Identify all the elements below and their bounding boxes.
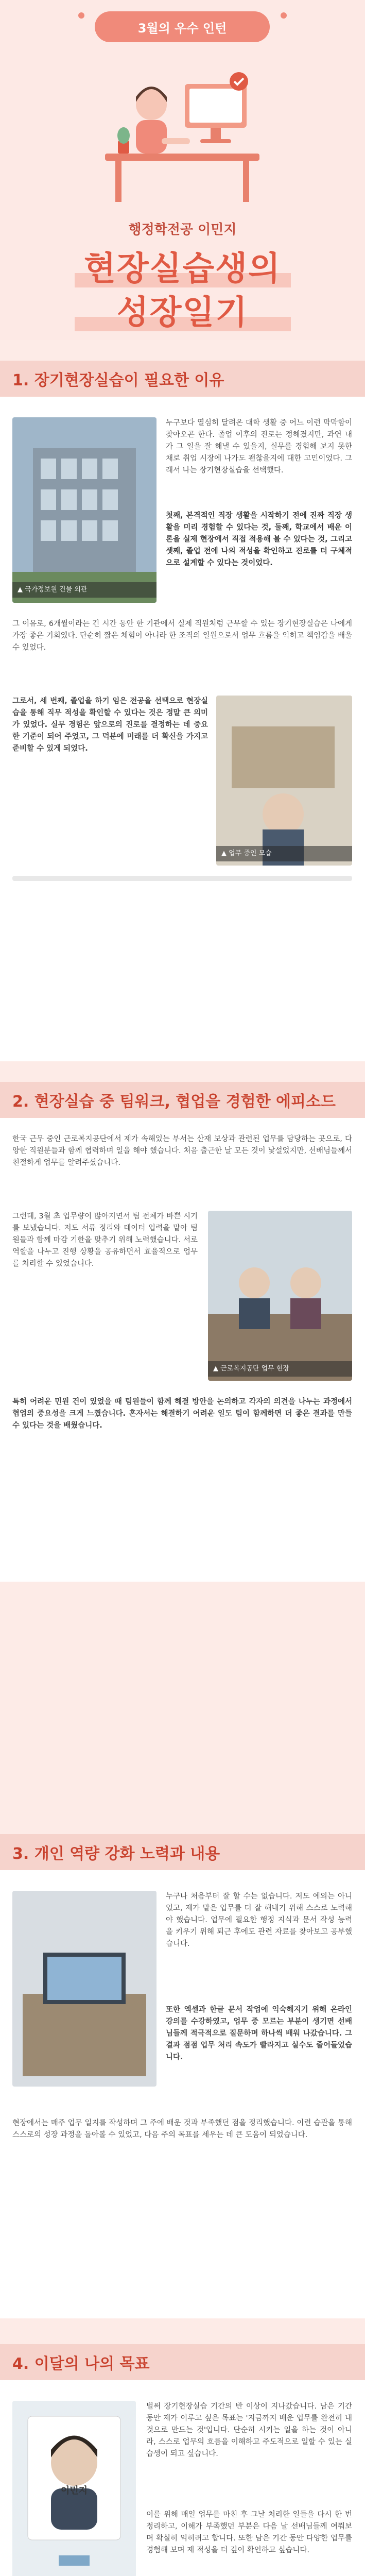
header xyxy=(0,0,365,340)
section-3-title: 3. 개인 역량 강화 노력과 내용 xyxy=(0,1834,365,1870)
section-1-body xyxy=(0,397,365,1061)
main-title-line-1 xyxy=(0,242,365,290)
section-1-paragraph-1: 누구보다 열심히 달려온 대학 생활 중 어느 이런 막막함이 찾아오곤 한다. 졸업 이후의 진로는 정해졌지만, 과연 내가 그 일을 잘 해낼 수 있을지, 실무를 경험해 보지 못한 채로 취업 시장에 나가도 괜찮을지에 대한 고민이었다. 그래서 나는 장기현장실습을 선택했다. xyxy=(166,419,352,474)
intern-of-month-badge: 3월의 우수 인턴 xyxy=(95,11,270,42)
study-photo xyxy=(12,1891,157,2087)
section-2-paragraph-2: 그런데, 3월 초 업무량이 많아지면서 팀 전체가 바쁜 시기를 보냈습니다. 저도 서류 정리와 데이터 입력을 맡아 팀원들과 함께 마감 기한을 맞추기 위해 노력했습니다. 서로 역할을 나누고 진행 상황을 공유하면서 효율적으로 업무를 처리할 수 있었습니다. xyxy=(12,1212,198,1268)
section-2-body xyxy=(0,1118,365,1582)
author-subtitle: 행정학전공 이민지 xyxy=(128,222,237,238)
section-4-body xyxy=(0,2380,365,2576)
section-1-paragraph-4: 그로서, 세 번째, 졸업을 하기 임은 전공을 선택으로 현장실습을 통해 직무 적성을 확인할 수 있다는 것은 정말 큰 의미가 있었다. 실무 경험은 앞으로의 진로를 결정하는 데 중요한 기준이 되어 주었고, 그 덕분에 미래를 더 확신을 가지고 준비할 수 있게 되었다. xyxy=(12,697,208,753)
profile-name: 이민지 xyxy=(60,2485,88,2496)
section-1-paragraph-3: 그 이유로, 6개월이라는 긴 시간 동안 한 기관에서 실제 직원처럼 근무할 수 있는 장기현장실습은 나에게 가장 좋은 기회였다. 단순히 짧은 체험이 아니라 한 조직의 일원으로서 업무 흐름을 익히고 책임감을 배울 수 있었다. xyxy=(12,620,352,652)
tag-dot-left xyxy=(78,12,84,19)
divider xyxy=(12,876,352,881)
team-photo-caption: ▲ 근로복지공단 업무 현장 xyxy=(208,1361,352,1377)
main-title-text-2: 성장일기 xyxy=(116,294,249,332)
section-1-paragraph-2: 첫째, 본격적인 직장 생활을 시작하기 전에 진짜 직장 생활을 미리 경험할 수 있다는 것, 둘째, 학교에서 배운 이론을 실제 현장에서 직접 적용해 볼 수 있다는 것, 그리고 셋째, 졸업 전에 나의 적성을 확인하고 진로를 더 구체적으로 설계할 수 있다는 것이었다. xyxy=(166,512,352,567)
team-photo xyxy=(208,1211,352,1381)
section-3-paragraph-2: 또한 엑셀과 한글 문서 작업에 익숙해지기 위해 온라인 강의를 수강하였고, 업무 중 모르는 부분이 생기면 선배님들께 적극적으로 질문하며 하나씩 배워 나갔습니다. 그 결과 점점 업무 처리 속도가 빨라지고 실수도 줄어들었습니다. xyxy=(166,2006,352,2061)
work-photo xyxy=(216,696,352,866)
section-3-paragraph-3: 현장에서는 매주 업무 일지를 작성하며 그 주에 배운 것과 부족했던 점을 정리했습니다. 이런 습관을 통해 스스로의 성장 과정을 돌아볼 수 있었고, 다음 주의 목표를 세우는 데 큰 도움이 되었습니다. xyxy=(12,2119,352,2139)
section-1-title: 1. 장기현장실습이 필요한 이유 xyxy=(0,361,365,397)
section-3-paragraph-1: 누구나 처음부터 잘 할 수는 없습니다. 저도 예외는 아니었고, 제가 맡은 업무를 더 잘 해내기 위해 스스로 노력해야 했습니다. 업무에 필요한 행정 지식과 문서 작성 능력을 키우기 위해 퇴근 후에도 관련 자료를 찾아보고 공부했습니다. xyxy=(166,1892,352,1948)
section-4-title: 4. 이달의 나의 목표 xyxy=(0,2344,365,2380)
section-4-paragraph-2: 이를 위해 매일 업무를 마친 후 그날 처리한 일들을 다시 한 번 정리하고, 이해가 부족했던 부분은 다음 날 선배님들께 여쭤보며 확실히 익히려고 합니다. 또한 남은 기간 동안 다양한 업무를 경험해 보며 제 적성을 더 깊이 확인하고 싶습니다. xyxy=(146,2511,352,2554)
building-photo xyxy=(12,417,157,603)
intern-illustration xyxy=(95,56,270,210)
main-title-line-2 xyxy=(0,286,365,333)
tag-dot-right xyxy=(281,12,287,19)
building-photo-caption: ▲ 국가정보원 건물 외관 xyxy=(12,582,157,598)
section-2-paragraph-1: 한국 근무 중인 근로복지공단에서 제가 속해있는 부서는 산재 보상과 관련된 업무를 담당하는 곳으로, 다양한 직원분들과 함께 협력하며 일을 해야 했습니다. 처음 출근한 날 모든 것이 낯설었지만, 선배님들께서 친절하게 업무를 알려주셨습니다. xyxy=(12,1135,352,1167)
section-2-paragraph-3: 특히 어려운 민원 건이 있었을 때 팀원들이 함께 해결 방안을 논의하고 각자의 의견을 나누는 과정에서 협업의 중요성을 크게 느꼈습니다. 혼자서는 해결하기 어려운 일도 팀이 함께하면 더 좋은 결과를 만들 수 있다는 것을 배웠습니다. xyxy=(12,1398,352,1430)
section-2-title: 2. 현장실습 중 팀워크, 협업을 경험한 에피소드 xyxy=(0,1082,365,1118)
section-4-paragraph-1: 벌써 장기현장실습 기간의 반 이상이 지나갔습니다. 남은 기간 동안 제가 이루고 싶은 목표는 '지금까지 배운 업무를 완전히 내 것으로 만드는 것'입니다. 단순히 시키는 일을 하는 것이 아니라, 스스로 업무의 흐름을 이해하고 주도적으로 일할 수 있는 실습생이 되고 싶습니다. xyxy=(146,2402,352,2458)
work-photo-caption: ▲ 업무 중인 모습 xyxy=(216,846,352,861)
main-title-text-1: 현장실습생의 xyxy=(84,250,281,288)
section-3-body xyxy=(0,1870,365,2318)
